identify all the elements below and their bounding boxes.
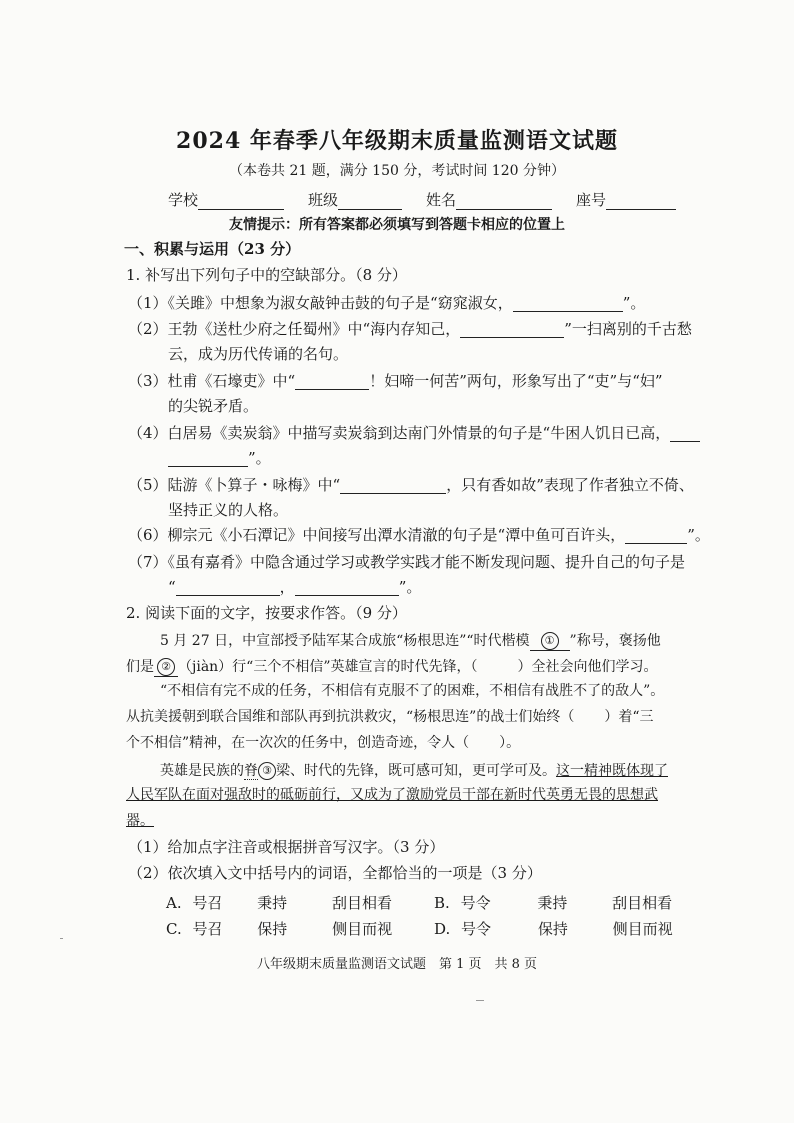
- answer-blank[interactable]: [168, 451, 248, 467]
- circle-number-3: ③: [258, 762, 276, 780]
- q1-item-2-cont: 云，成为历代传诵的名句。: [168, 345, 349, 363]
- dotted-character: 脊: [244, 763, 258, 779]
- q1-item-7: （7）《虽有嘉肴》中隐含通过学习或教学实践才能不断发现问题、提升自己的句子是: [128, 553, 686, 571]
- option-a[interactable]: A. 号召 秉持 刮目相看: [166, 894, 392, 912]
- passage-line-4: 从抗美援朝到联合国维和部队再到抗洪救灾，“杨根思连”的战士们始终（ ）着“三: [126, 709, 654, 725]
- option-c[interactable]: C. 号召 保持 侧目而视: [166, 920, 393, 938]
- school-field: 学校: [168, 189, 284, 210]
- blank-2[interactable]: [154, 658, 178, 677]
- q2-sub-1: （1）给加点字注音或根据拼音写汉字。（3 分）: [128, 838, 445, 856]
- answer-blank[interactable]: [340, 478, 446, 494]
- q1-item-5: （5）陆游《卜算子・咏梅》中“ ，只有香如故”表现了作者独立不倚、: [128, 476, 694, 494]
- q1-item-1: （1）《关雎》中想象为淑女敲钟击鼓的句子是“窈窕淑女， ”。: [128, 294, 646, 312]
- passage-line-1: 5 月 27 日，中宣部授予陆军某合成旅“杨根思连”“时代楷模 ① ”称号，褒扬他: [160, 633, 661, 649]
- section-heading: 一、积累与运用（23 分）: [124, 240, 301, 258]
- answer-blank[interactable]: [295, 374, 369, 390]
- name-field: 姓名: [426, 189, 552, 210]
- answer-blank[interactable]: [625, 528, 687, 544]
- circle-number-1: ①: [541, 632, 559, 650]
- seat-blank[interactable]: [606, 194, 676, 210]
- question-1-stem: 1. 补写出下列句子中的空缺部分。（8 分）: [126, 266, 407, 284]
- answer-blank[interactable]: [513, 296, 623, 312]
- seat-field: 座号: [576, 189, 676, 210]
- name-blank[interactable]: [456, 194, 552, 210]
- circle-number-2: ②: [157, 658, 175, 676]
- q1-item-4-cont: ”。: [168, 451, 271, 467]
- class-blank[interactable]: [338, 194, 402, 210]
- passage-line-6: 英雄是民族的脊 ③ 梁、时代的先锋，既可感可知，更可学可及。这一精神既体现了: [160, 763, 668, 779]
- exam-title: 2024 年春季八年级期末质量监测语文试题: [176, 128, 618, 154]
- q1-item-5-cont: 坚持正义的人格。: [168, 501, 289, 519]
- passage-line-8: 器。: [126, 813, 154, 829]
- answer-blank[interactable]: [176, 580, 280, 596]
- answer-blank[interactable]: [670, 426, 700, 442]
- class-field: 班级: [308, 189, 402, 210]
- school-blank[interactable]: [198, 194, 284, 210]
- q2-sub-2: （2）依次填入文中括号内的词语，全都恰当的一项是（3 分）: [128, 864, 542, 882]
- passage-line-7: 人民军队在面对强敌时的砥砺前行，又成为了激励党员干部在新时代英勇无畏的思想武: [126, 787, 658, 803]
- scan-speck: [60, 938, 63, 939]
- question-2-stem: 2. 阅读下面的文字，按要求作答。（9 分）: [126, 604, 407, 622]
- q1-item-4: （4）白居易《卖炭翁》中描写卖炭翁到达南门外情景的句子是“牛困人饥日已高，: [128, 426, 700, 442]
- q1-item-3: （3）杜甫《石壕吏》中“ ！妇啼一何苦”两句，形象写出了“吏”与“妇”: [128, 372, 663, 390]
- blank-1[interactable]: [530, 632, 570, 651]
- student-info-row: [168, 189, 700, 210]
- exam-subtitle: （本卷共 21 题，满分 150 分，考试时间 120 分钟）: [229, 163, 565, 179]
- scan-speck: [476, 1000, 484, 1001]
- q1-item-7-cont: “ ， ”。: [168, 578, 422, 596]
- q1-item-6: （6）柳宗元《小石潭记》中间接写出潭水清澈的句子是“潭中鱼可百许头， ”。: [128, 526, 710, 544]
- option-b[interactable]: B. 号令 秉持 刮目相看: [434, 894, 673, 912]
- q1-item-2: （2）王勃《送杜少府之任蜀州》中“海内存知己， ”一扫离别的千古愁: [128, 320, 692, 338]
- passage-line-3: “不相信有完不成的任务，不相信有克服不了的困难，不相信有战胜不了的敌人”。: [160, 683, 665, 699]
- answer-blank[interactable]: [295, 580, 399, 596]
- friendly-tip: 友情提示：所有答案都必须填写到答题卡相应的位置上: [229, 217, 565, 233]
- answer-blank[interactable]: [460, 322, 564, 338]
- q1-item-3-cont: 的尖锐矛盾。: [168, 397, 259, 415]
- option-d[interactable]: D. 号令 保持 侧目而视: [434, 920, 673, 938]
- passage-line-2: 们是 ② （jiàn）行“三个不相信”英雄宣言的时代先锋，（ ）全社会向他们学习。: [126, 659, 658, 675]
- passage-line-5: 个不相信”精神，在一次次的任务中，创造奇迹，令人（ ）。: [126, 735, 521, 751]
- page-footer: 八年级期末质量监测语文试题 第 1 页 共 8 页: [256, 957, 538, 972]
